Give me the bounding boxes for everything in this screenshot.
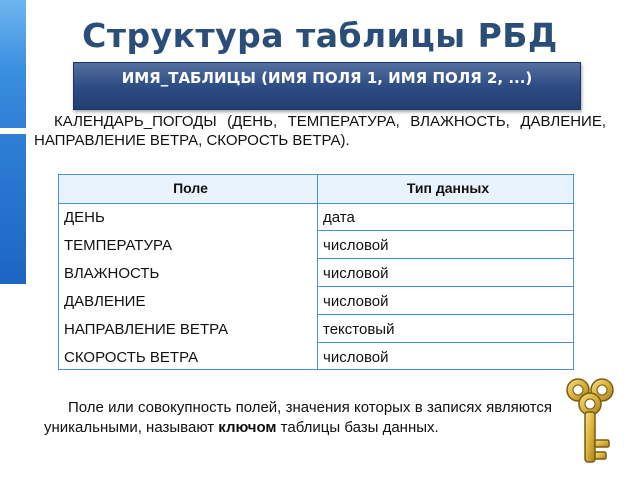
slide-title: Структура таблицы РБД [82,16,558,55]
field-cell: НАПРАВЛЕНИЕ ВЕТРА [64,321,229,338]
field-cell: ДЕНЬ [64,209,105,226]
type-cell: числовой [317,287,573,315]
header-type: Тип данных [317,175,573,203]
row-divider [317,314,573,315]
row-divider [317,230,573,231]
table-row [59,259,573,287]
note-text-before: Поле или совокупность полей, значения которых в записях являются уникальными, называют [44,399,552,436]
field-cell: СКОРОСТЬ ВЕТРА [64,349,199,366]
type-cell: дата [317,203,573,231]
type-cell: числовой [317,259,573,287]
table-row [59,287,573,315]
table-row [59,231,573,259]
key-definition-note [44,398,552,438]
side-bar-middle-stripe [0,134,26,284]
note-keyword: ключом [218,419,277,436]
table-structure-banner: ИМЯ_ТАБЛИЦЫ (ИМЯ ПОЛЯ 1, ИМЯ ПОЛЯ 2, ...) [73,62,581,110]
table-row [59,203,573,231]
header-field: Поле [173,180,208,196]
fields-table [58,174,574,370]
table-header-row [59,175,573,203]
golden-key-icon [556,374,626,472]
field-cell: ТЕМПЕРАТУРА [64,237,172,254]
row-divider [317,258,573,259]
example-description: КАЛЕНДАРЬ_ПОГОДЫ (ДЕНЬ, ТЕМПЕРАТУРА, ВЛАЖНОСТЬ, ДАВЛЕНИЕ, НАПРАВЛЕНИЕ ВЕТРА, СКОРОСТЬ ВЕТРА). [34,113,606,149]
row-divider [59,203,317,204]
row-divider [317,203,573,204]
field-cell: ВЛАЖНОСТЬ [64,265,160,282]
table-row [59,343,573,369]
type-cell: текстовый [317,315,573,343]
table-row [59,315,573,343]
field-cell: ДАВЛЕНИЕ [64,293,146,310]
type-cell: числовой [317,343,573,369]
side-bar [0,0,26,480]
type-cell: числовой [317,231,573,259]
row-divider [317,342,573,343]
note-text-after: таблицы базы данных. [276,419,439,436]
row-divider [317,286,573,287]
